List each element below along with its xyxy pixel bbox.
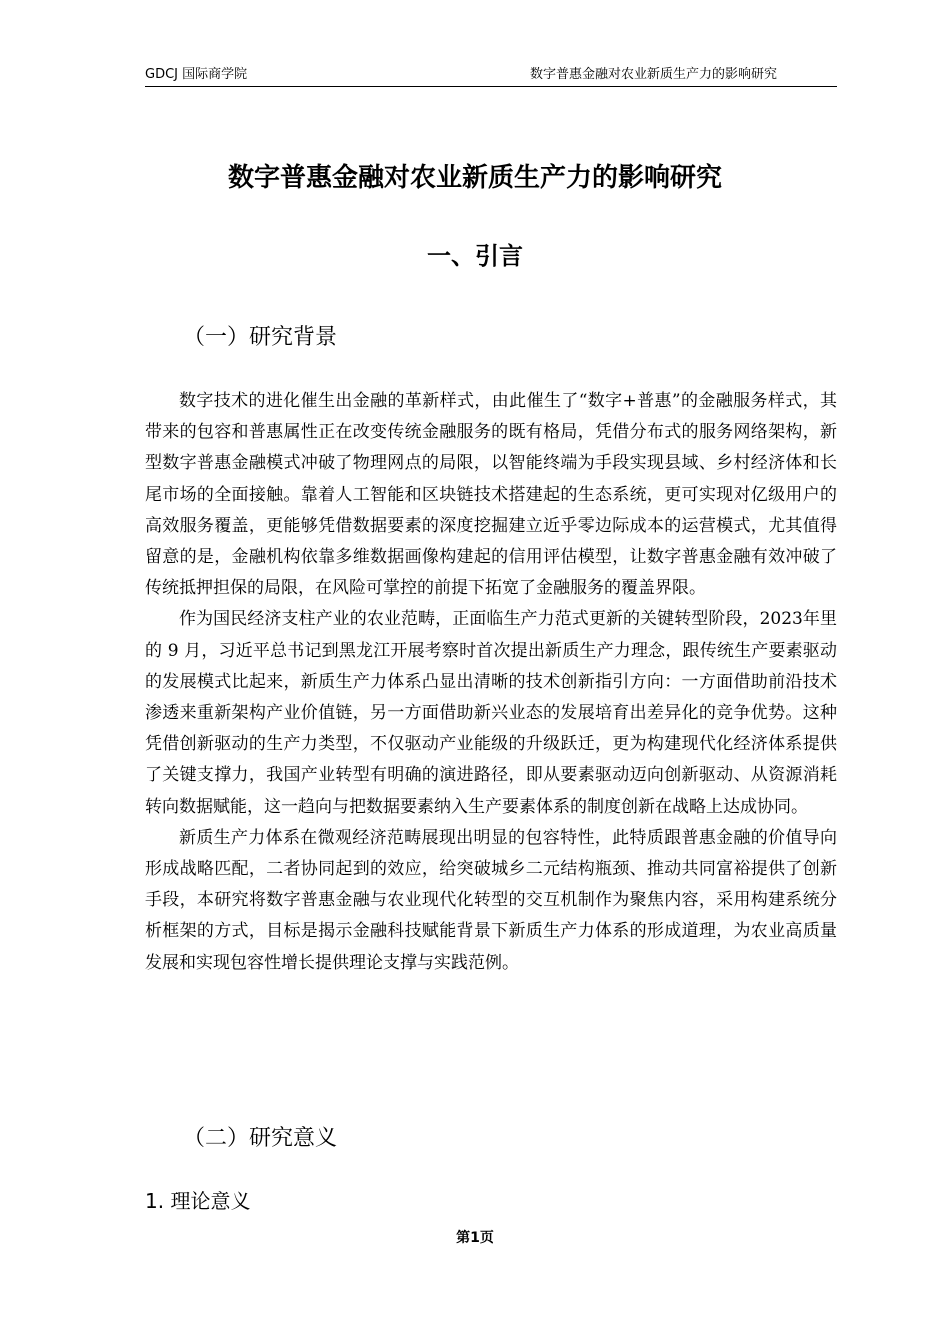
running-header [145, 65, 837, 87]
paragraph-1: 数字技术的进化催生出金融的革新样式，由此催生了“数字+普惠”的金融服务样式，其带来的包容和普惠属性正在改变传统金融服务的既有格局，凭借分布式的服务网络架构，新型数字普惠金融模式冲破了物理网点的局限，以智能终端为手段实现县域、乡村经济体和长尾市场的全面接触。靠着人工智能和区块链技术搭建起的生态系统，更可实现对亿级用户的高效服务覆盖，更能够凭借数据要素的深度挖掘建立近乎零边际成本的运营模式，尤其值得留意的是，金融机构依靠多维数据画像构建起的信用评估模型，让数字普惠金融有效冲破了传统抵押担保的局限，在风险可掌控的前提下拓宽了金融服务的覆盖界限。 [145, 391, 837, 599]
subsection-heading-background: （一）研究背景 [183, 325, 338, 350]
page-number: 第1页 [456, 1230, 494, 1246]
subsection-heading-significance: （二）研究意义 [183, 1126, 338, 1151]
header-institution: GDCJ 国际商学院 [145, 67, 248, 82]
subsubsection-heading-theoretical: 1. 理论意义 [145, 1189, 251, 1213]
paragraph-3: 新质生产力体系在微观经济范畴展现出明显的包容特性，此特质跟普惠金融的价值导向形成战略匹配，二者协同起到的效应，给突破城乡二元结构瓶颈、推动共同富裕提供了创新手段，本研究将数字普惠金融与农业现代化转型的交互机制作为聚焦内容，采用构建系统分析框架的方式，目标是揭示金融科技赋能背景下新质生产力体系的形成道理，为农业高质量发展和实现包容性增长提供理论支撑与实践范例。 [145, 827, 837, 973]
paper-title: 数字普惠金融对农业新质生产力的影响研究 [227, 163, 722, 193]
section-heading-introduction: 一、引言 [427, 242, 523, 270]
background-body [145, 386, 837, 979]
header-title: 数字普惠金融对农业新质生产力的影响研究 [529, 67, 777, 82]
paragraph-2: 作为国民经济支柱产业的农业范畴，正面临生产力范式更新的关键转型阶段，2023年里的 9 月，习近平总书记到黑龙江开展考察时首次提出新质生产力理念，跟传统生产要素驱动的发展模式比起来，新质生产力体系凸显出清晰的技术创新指引方向：一方面借助前沿技术渗透来重新架构产业价值链，另一方面借助新兴业态的发展培育出差异化的竞争优势。这种凭借创新驱动的生产力类型，不仅驱动产业能级的升级跃迁，更为构建现代化经济体系提供了关键支撑力，我国产业转型有明确的演进路径，即从要素驱动迈向创新驱动、从资源消耗转向数据赋能，这一趋向与把数据要素纳入生产要素体系的制度创新在战略上达成协同。 [145, 609, 837, 817]
